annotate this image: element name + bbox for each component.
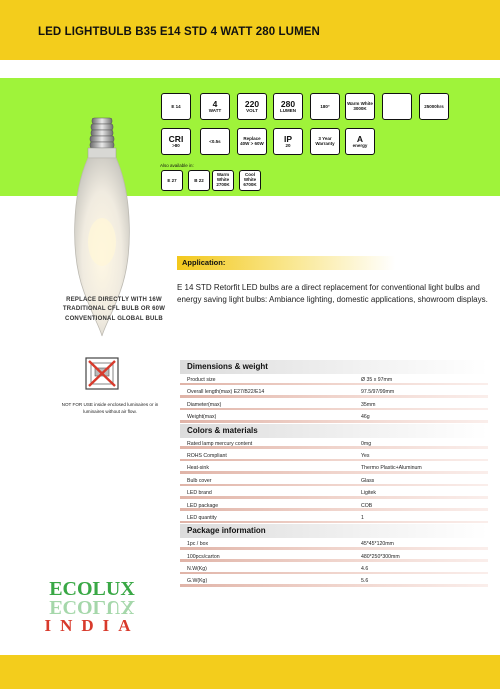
spec-row <box>180 475 488 487</box>
spec-value: 45*45*120mm <box>361 541 394 548</box>
spec-label: LED package <box>187 502 219 509</box>
spec-value: Glass <box>361 477 375 484</box>
icon-value: 3 Year <box>318 135 332 141</box>
icon-caption: 6700K <box>243 182 257 188</box>
warm-white-icon <box>212 170 234 191</box>
icon-caption: B 22 <box>194 177 204 183</box>
available-label: Also available in: <box>160 163 194 168</box>
spec-label: Bulb cover <box>187 477 212 484</box>
icon-caption: E 14 <box>171 103 181 109</box>
icon-value: Warm White <box>347 100 373 106</box>
volt-icon <box>237 93 267 120</box>
spec-label: Overall length(max) E27/B22/E14 <box>187 389 265 396</box>
icon-caption: WATT <box>208 108 222 113</box>
cri-icon <box>161 128 191 155</box>
icon-caption: 40W > 60W <box>240 141 264 146</box>
spec-label: 100pcs/carton <box>187 553 220 560</box>
spec-label: LED quantity <box>187 514 217 521</box>
icon-value: A <box>356 133 364 144</box>
icon-value: Warm White <box>216 172 230 182</box>
spec-label: 1pc / box <box>187 541 209 548</box>
spec-value: 480*250*300mm <box>361 553 400 560</box>
logo-subtext: INDIA <box>44 616 140 635</box>
application-label: Application: <box>182 258 226 267</box>
lifetime-icon <box>419 93 449 120</box>
b22-socket-icon <box>188 170 210 191</box>
footer-band <box>0 655 500 689</box>
spec-label: Product size <box>187 377 216 383</box>
spec-label: Rated lamp mercury content <box>187 440 253 447</box>
spec-value: 4.6 <box>361 566 369 573</box>
icon-caption: E 27 <box>167 177 177 183</box>
header-band <box>0 0 500 60</box>
spec-label: Weight(max) <box>187 414 217 421</box>
warranty-icon <box>310 128 340 155</box>
energy-label-icon <box>345 128 375 155</box>
page-title: LED LIGHTBULB B35 E14 STD 4 WATT 280 LUMEN <box>38 26 320 38</box>
spec-row <box>180 411 488 423</box>
spec-row <box>180 563 488 575</box>
spec-row <box>180 374 488 386</box>
spec-value: Ligitek <box>361 490 376 497</box>
icon-caption: 25000hrs <box>424 103 444 109</box>
spec-row <box>180 462 488 474</box>
spec-value: 46g <box>361 414 370 421</box>
spec-label: N.W(Kg) <box>187 566 207 573</box>
icon-value: 4 <box>212 98 218 109</box>
icon-caption: 180° <box>320 103 330 109</box>
no-enclosed-luminaire-icon <box>85 357 119 390</box>
icon-caption: VOLT <box>246 108 258 113</box>
logo-text: ECOLUX <box>49 578 135 600</box>
spec-label: G.W(Kg) <box>187 578 208 585</box>
icon-value: 220 <box>244 98 260 109</box>
spec-value: COB <box>361 502 373 509</box>
watt-icon <box>200 93 230 120</box>
spec-row <box>180 512 488 524</box>
spec-row <box>180 399 488 411</box>
specifications-table <box>180 360 488 588</box>
spec-value: Thermo Plastic+Aluminum <box>361 465 422 472</box>
spec-row <box>180 487 488 499</box>
spec-row <box>180 500 488 512</box>
spec-row <box>180 538 488 550</box>
spec-row <box>180 551 488 563</box>
spec-label: LED brand <box>187 490 212 497</box>
spec-value: 1 <box>361 514 364 521</box>
icon-value: CRI <box>168 133 184 144</box>
color-temp-icon <box>345 93 375 120</box>
section-heading: Package information <box>180 524 488 538</box>
spec-label: ROHS Compliant <box>187 452 227 459</box>
lumen-icon <box>273 93 303 120</box>
spec-value: 5.6 <box>361 578 369 585</box>
spec-label: Diameter(max) <box>187 401 222 408</box>
icon-caption: 3000K <box>353 106 367 111</box>
spec-label: Heat-sink <box>187 465 209 472</box>
icon-value: 280 <box>280 98 296 109</box>
section-heading: Colors & materials <box>180 424 488 438</box>
warning-text: NOT FOR USE inside enclosed luminaires or in luminaires without air flow. <box>61 402 159 414</box>
icon-caption: Warranty <box>315 141 335 146</box>
icon-value: Replace <box>243 135 261 141</box>
replace-icon <box>237 128 267 155</box>
icon-caption: <0.5s <box>209 138 221 144</box>
application-heading <box>177 256 489 270</box>
ecolux-india-logo <box>36 577 148 637</box>
start-time-icon <box>200 128 230 155</box>
icon-caption: 2700K <box>216 182 230 188</box>
icon-caption: 20 <box>285 143 291 148</box>
spec-value: Yes <box>361 452 370 459</box>
cool-white-icon <box>239 170 261 191</box>
ip-rating-icon <box>273 128 303 155</box>
spec-row <box>180 438 488 450</box>
spec-value: 97.5/97/99mm <box>361 389 395 396</box>
e27-socket-icon <box>161 170 183 191</box>
spec-value: Ø 35 x 97mm <box>361 377 393 383</box>
icon-value: Cool White <box>243 172 257 182</box>
icon-caption: >80 <box>172 143 180 148</box>
spec-row <box>180 450 488 462</box>
dimmable-icon <box>382 93 412 120</box>
icon-caption: energy <box>352 143 368 148</box>
spec-value: 0mg <box>361 440 372 447</box>
application-text: E 14 STD Retorfit LED bulbs are a direct replacement for conventional light bulbs and energy saving light bulbs: Ambiance lighting, domestic applications, showroom displays. <box>177 283 488 305</box>
section-heading: Dimensions & weight <box>180 360 488 374</box>
icon-caption: LUMEN <box>280 108 296 113</box>
spec-value: 35mm <box>361 401 376 408</box>
logo-reflection: ECOLUX <box>49 596 135 618</box>
e14-socket-icon <box>161 93 191 120</box>
icon-value: IP <box>283 133 293 144</box>
spec-row <box>180 575 488 587</box>
beam-angle-icon <box>310 93 340 120</box>
replace-note: REPLACE DIRECTLY WITH 16W TRADITIONAL CFL BULB OR 60W CONVENTIONAL GLOBAL BULB <box>62 297 166 322</box>
spec-row <box>180 386 488 398</box>
